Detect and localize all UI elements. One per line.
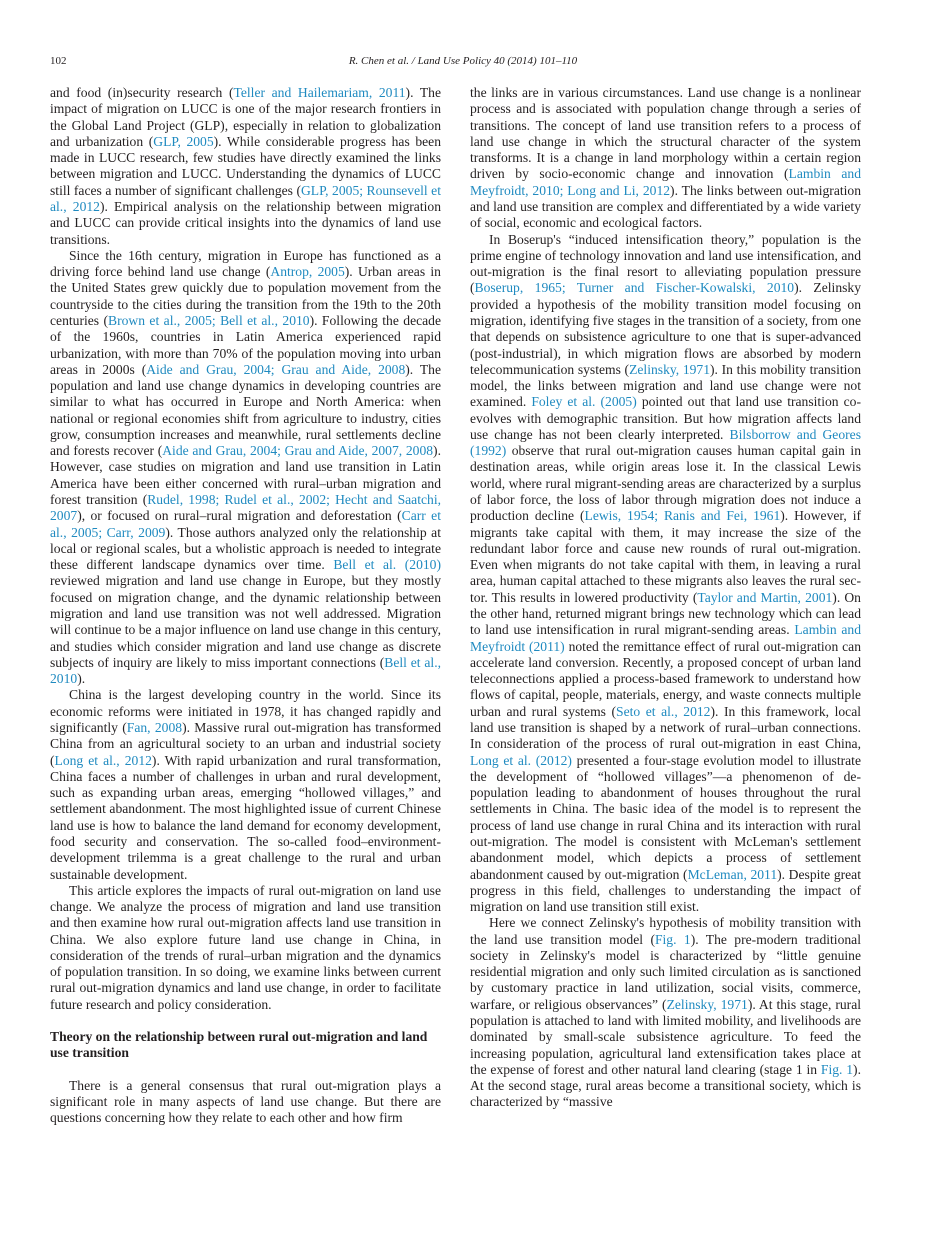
citation-link[interactable]: Fig. 1 bbox=[654, 931, 691, 947]
text-run: reviewed migration and land use change in Europe, but they mostly focused on migration change, and the dynamic relationship between migration and land use transition was not well addressed. Migration will continue to be a major influence on land use change in this century, and studies which consider migration and land use change as discrete subjects of inquiry are likely to miss important connections ( bbox=[50, 573, 441, 670]
text-run: ). On the other hand, returned migrant brings new technology which can lead to land use intensification in rural migrant-sending areas. bbox=[470, 589, 861, 638]
right-column bbox=[470, 85, 861, 1111]
citation-link[interactable]: Fan, 2008 bbox=[126, 719, 183, 735]
paragraph bbox=[470, 85, 861, 232]
text-run: ). At this stage, rural population is attached to land with limited mobility, and livelihoods are dominated by small-scale subsistence agriculture. To feed the increasing population, agricultural land extensification takes place at the expense of forest and other natural land clearing (stage 1 in bbox=[470, 996, 862, 1077]
text-run: and food (in)security research ( bbox=[50, 85, 234, 100]
text-run: ). Those authors analyzed only the relationship at local or regional scales, but a wholistic approach is needed to integrate these different landscape dynamics over time. bbox=[50, 524, 441, 573]
citation-link[interactable]: Lambin and Meyfroidt, 2010; Long and Li, 2012 bbox=[470, 166, 861, 198]
text-run: pointed out that land use transition co-evolves with demographic transition. But how migration affects land use change has not been clearly interpreted. bbox=[470, 394, 861, 442]
citation-link[interactable]: Zelinsky, 1971 bbox=[666, 996, 748, 1012]
citation-link[interactable]: Brown et al., 2005; Bell et al., 2010 bbox=[108, 312, 310, 328]
text-run: ). Following the decade of the 1960s, countries in Latin America experienced rapid urbanization, with more than 70% of the population moving into urban areas in 2000s ( bbox=[50, 312, 441, 377]
text-run: Here we connect Zelinsky's hypothesis of mobility transition with the land use transition model ( bbox=[470, 915, 861, 947]
text-run: ). With rapid urbanization and rural transformation, China faces a number of challenges in urban and rural development, such as expanding urban areas, emerging “hollowed villages,” and settlement abandonment. The most highlighted issue of current Chinese land use is how to balance the land demand for economy development, food security and conservation. The so-called food–environment-development trilemma is a great challenge to the rural and urban sustainable development. bbox=[50, 752, 441, 882]
text-run: ). However, case studies on migration and land use transition in Latin America have been either concerned with rural–urban migration and forest transition ( bbox=[50, 443, 441, 508]
text-run: There is a general consensus that rural out-migration plays a significant role in many aspects of land use change. But there are questions concerning how they relate to each other and how firm bbox=[50, 1077, 441, 1126]
citation-link[interactable]: Bilsborrow and Geores (1992) bbox=[470, 426, 861, 459]
citation-link[interactable]: GLP, 2005 bbox=[153, 133, 214, 149]
citation-link[interactable]: Long et al., 2012 bbox=[54, 752, 152, 768]
citation-link[interactable]: Rudel, 1998; Rudel et al., 2002; Hecht and Saatchi, 2007 bbox=[50, 492, 442, 524]
citation-link[interactable]: Lambin and Meyfroidt (2011) bbox=[470, 622, 861, 654]
citation-link[interactable]: Taylor and Martin, 2001 bbox=[697, 589, 833, 605]
text-run: ). The links between out-migration and land use transition are complex and differentiated by a wide variety of social, economic and ecological factors. bbox=[470, 182, 861, 231]
paragraph bbox=[470, 915, 861, 1110]
paragraph bbox=[50, 883, 441, 1013]
text-run: ). However, if migrants take capital with them, it may increase the size of the redundant labor force and cause new rounds of rural out-migration. Even when migrants do not take capital with them, in leaving a rural area, human capital attached to these migrants also leaves the rural sector. This results in lowered productivity ( bbox=[470, 508, 862, 605]
citation-link[interactable]: Bell et al., 2010 bbox=[50, 654, 442, 687]
text-run: ). The impact of migration on LUCC is one of the major research frontiers in the Global Land Project (GLP), especially in relation to globalization and urbanization ( bbox=[50, 85, 441, 149]
citation-link[interactable]: Zelinsky, 1971 bbox=[629, 361, 711, 377]
citation-link[interactable]: Antrop, 2005 bbox=[270, 264, 345, 280]
text-run: ). Massive rural out-migration has transformed China from an agricultural society to an urban and industrial society ( bbox=[50, 719, 441, 768]
text-run: ). Urban areas in the United States grew quickly due to population movement from the countryside to the cities during the transition from the 19th to the 20th centuries ( bbox=[50, 264, 441, 328]
citation-link[interactable]: Teller and Hailemariam, 2011 bbox=[233, 85, 406, 100]
text-run: noted the remittance effect of rural out-migration can accelerate land conversion. Recently, a proposed concept of urban land teleconnections applied a process-based framework to understand how flows of capital, people, materials, energy, and waste connects multiple urban and rural systems ( bbox=[470, 638, 861, 719]
text-run: This article explores the impacts of rural out-migration on land use change. We analyze the process of migration and land use transition and then examine how rural out-migration affects land use transition in China. We also explore future land use change in China, in consideration of the trends of rural–urban migration and the dynamics of population transition. In so doing, we examine links between current rural out-migration dynamics and land use change, in order to facilitate future research and policy consideration. bbox=[50, 882, 441, 1012]
section-heading bbox=[50, 1029, 441, 1062]
text-run: ). While considerable progress has been made in LUCC research, few studies have directly examined the links between migration and LUCC. Understanding the dynamics of LUCC still faces a number of significant challenges ( bbox=[50, 133, 441, 198]
text-run: ). bbox=[77, 671, 86, 687]
text-run: In Boserup's “induced intensification theory,” population is the prime engine of technology innovation and land use intensification, and out-migration is the final resort to alleviating population pressure ( bbox=[470, 231, 861, 296]
citation-link[interactable]: Fig. 1 bbox=[820, 1061, 854, 1077]
citation-link[interactable]: Foley et al. (2005) bbox=[531, 394, 637, 410]
text-run: ). In this mobility transition model, the links between migration and land use change were not examined. bbox=[470, 361, 861, 410]
paragraph bbox=[50, 248, 441, 688]
text-run: ). In this framework, local land use transition is shaped by a network of rural–urban connections. In consideration of the process of rural out-migration in east China, bbox=[470, 703, 862, 752]
text-run: presented a four-stage evolution model to illustrate the development of “hollowed villages”—a phenomenon of de-population leading to abandonment of houses throughout the rural settlements in China. The basic idea of the model is to represent the process of land use change in rural China and its interaction with rural out-migration. The model is consistent with McLeman's settlement abandonment model, which depicts a process of settlement abandonment caused by out-migration ( bbox=[470, 752, 861, 882]
paragraph bbox=[50, 687, 441, 882]
paragraph bbox=[50, 1078, 441, 1127]
citation-link[interactable]: Aide and Grau, 2004; Grau and Aide, 2007, 2008 bbox=[162, 443, 434, 459]
page-number: 102 bbox=[50, 55, 67, 67]
text-run: Since the 16th century, migration in Europe has functioned as a driving force behind land use change ( bbox=[50, 247, 441, 280]
text-run: ). At the second stage, rural areas become a transitional society, which is characterized by “massive bbox=[470, 1061, 861, 1110]
text-run: ). Zelinsky provided a hypothesis of the mobility transition model focusing on migration, identifying five stages in the transition of a society, from one that depends on subsistence agriculture to one that is super-advanced (post-industrial), in which migration flows are absorbed by modern telecommunication systems ( bbox=[470, 280, 861, 377]
text-run: ). The pre-modern traditional society in Zelinsky's model is characterized by “little genuine residential migration and only such limited circulation as is sanctioned by customary practice in land utilization, social visits, commerce, warfare, or religious observances” ( bbox=[470, 931, 861, 1012]
left-column bbox=[50, 85, 441, 1126]
citation-link[interactable]: Seto et al., 2012 bbox=[616, 703, 711, 719]
text-run: ). The population and land use change dynamics in developing countries are similar to what has occurred in Europe and North America: when national or regional economies shift from agriculture to industry, cities grow, consumption increases and meanwhile, rural settlements decline and forests recover ( bbox=[50, 361, 441, 459]
citation-link[interactable]: Boserup, 1965; Turner and Fischer-Kowalski, 2010 bbox=[474, 280, 795, 296]
paragraph bbox=[50, 85, 441, 248]
citation-link[interactable]: McLeman, 2011 bbox=[687, 866, 778, 882]
citation-link[interactable]: GLP, 2005; Rounsevell et al., 2012 bbox=[50, 182, 441, 214]
text-run: Theory on the relationship between rural out-migration and land use transition bbox=[50, 1029, 428, 1061]
text-run: observe that rural out-migration causes human capital gain in destination areas, while origin areas lose it. In the classical Lewis world, where rural migrant-sending areas are characterized by a surplus of labor force, the loss of labor through migration does not induce a production decline ( bbox=[470, 443, 861, 524]
text-run: China is the largest developing country in the world. Since its economic reforms were initiated in 1978, it has changed rapidly and significantly ( bbox=[50, 687, 441, 735]
text-run: ), or focused on rural–rural migration and deforestation ( bbox=[77, 508, 402, 524]
citation-link[interactable]: Aide and Grau, 2004; Grau and Aide, 2008 bbox=[146, 361, 406, 377]
citation-link[interactable]: Lewis, 1954; Ranis and Fei, 1961 bbox=[584, 508, 781, 524]
text-run: ). Despite great progress in this field, challenges to understanding the impact of migration on land use transition still exist. bbox=[470, 866, 861, 915]
text-run: the links are in various circumstances. Land use change is a nonlinear process and is associated with population change through a series of transitions. The concept of land use transition refers to a process of land use change in which the structural character of the system transforms. It is a change in land morphology within a certain region driven by socio-economic change and innovation ( bbox=[470, 85, 861, 182]
running-head: R. Chen et al. / Land Use Policy 40 (2014) 101–110 bbox=[348, 55, 578, 67]
citation-link[interactable]: Carr et al., 2005; Carr, 2009 bbox=[50, 508, 441, 540]
citation-link[interactable]: Long et al. (2012) bbox=[470, 752, 572, 768]
text-run: ). Empirical analysis on the relationship between migration and LUCC can provide critical insights into the dynamics of land use transitions. bbox=[50, 198, 441, 247]
citation-link[interactable]: Bell et al. (2010) bbox=[333, 557, 441, 573]
paragraph bbox=[470, 232, 861, 916]
